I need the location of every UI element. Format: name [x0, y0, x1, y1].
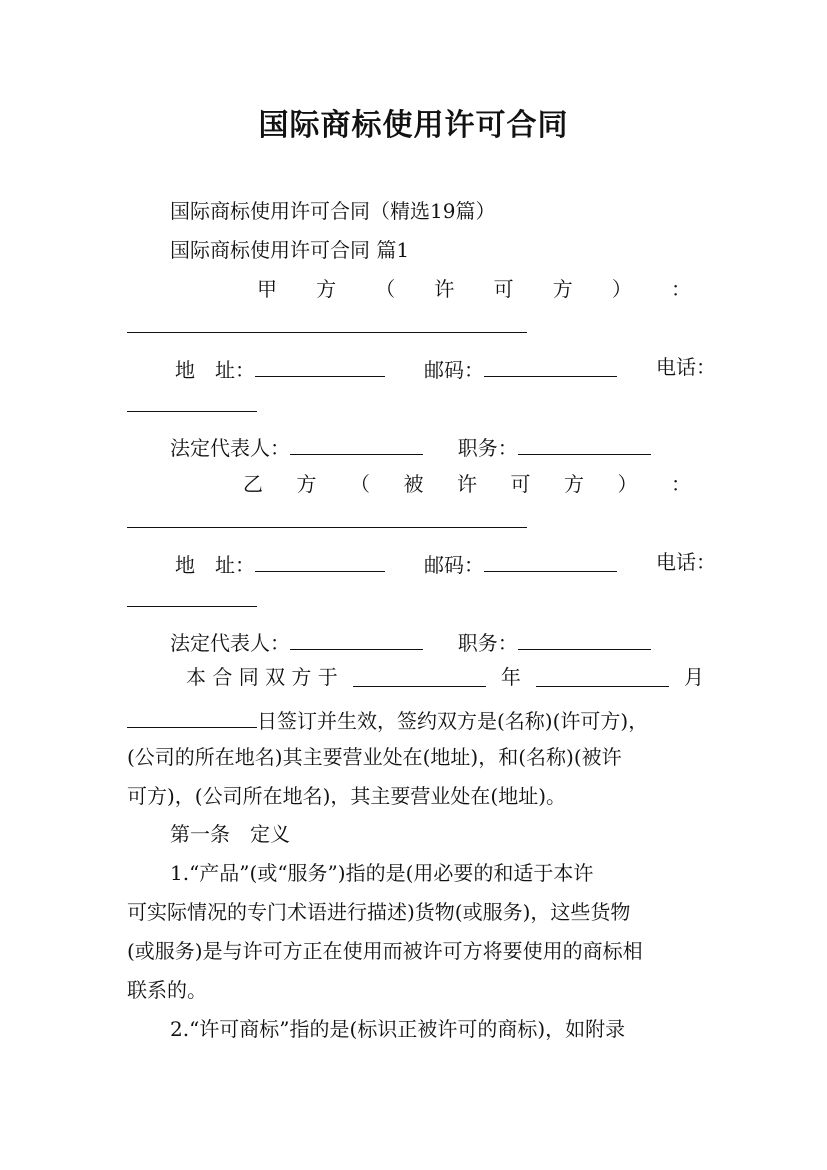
address-label: 地 址：: [175, 553, 255, 577]
party-a-name-blank: [127, 310, 705, 339]
party-a-address: [175, 354, 385, 383]
zip-label: 邮码：: [424, 553, 484, 577]
rep-label: 法定代表人：: [170, 436, 290, 460]
address-label: 地 址：: [175, 358, 255, 382]
party-a-heading: [257, 276, 691, 302]
party-b-char: 方: [296, 472, 317, 496]
article-heading: 第一条 定义: [170, 822, 290, 846]
blank-line: [518, 627, 651, 650]
blank-line: [255, 549, 385, 572]
blank-line: [127, 584, 257, 607]
party-a-zip: [424, 354, 617, 383]
party-b-rep-row: [170, 627, 748, 656]
blank-line: [127, 705, 257, 728]
party-a-char: ：: [670, 277, 691, 301]
party-a-char: ）: [611, 277, 632, 301]
year-label: 年: [500, 665, 521, 689]
party-b-char: ）: [617, 472, 638, 496]
party-a-phone: 电话：: [656, 355, 716, 379]
party-b-phone: 电话：: [656, 550, 716, 574]
paragraph-line: 2.“许可商标”指的是(标识正被许可的商标)，如附录: [170, 1017, 626, 1041]
paragraph-line: (或服务)是与许可方正在使用而被许可方将要使用的商标相: [127, 939, 643, 963]
paragraph-line: [127, 705, 705, 734]
title-label: 职务：: [457, 436, 518, 460]
party-a-rep-row: [170, 432, 748, 461]
title-label: 职务：: [457, 631, 518, 655]
blank-line: [127, 310, 527, 333]
document-subtitle: 国际商标使用许可合同（精选19篇）: [170, 199, 496, 223]
party-b-char: （: [350, 472, 370, 496]
party-b-name-blank: [127, 505, 705, 534]
party-b-char: 被: [403, 472, 424, 496]
paragraph-line: 1.“产品”(或“服务”)指的是(用必要的和适于本许: [170, 861, 594, 885]
blank-line: [255, 354, 385, 377]
blank-line: [127, 505, 527, 528]
party-b-zip: [424, 549, 617, 578]
document-title: 国际商标使用许可合同: [258, 108, 569, 143]
party-b-phone-blank: [127, 584, 705, 613]
party-b-char: 方: [564, 472, 584, 496]
party-b-char: 乙: [243, 472, 263, 496]
party-b-address: [175, 549, 385, 578]
party-a-contact-row: [175, 354, 753, 383]
party-b-char: ：: [671, 472, 691, 496]
party-a-char: 方: [552, 277, 573, 301]
party-b-heading: [243, 471, 691, 497]
blank-line: [127, 389, 257, 412]
blank-line: [484, 549, 617, 572]
party-a-char: （: [375, 277, 396, 301]
party-a-char: 甲: [257, 277, 277, 301]
party-a-phone-blank: [127, 389, 705, 418]
party-a-char: 许: [434, 277, 455, 301]
blank-line: [290, 627, 423, 650]
blank-line: [536, 664, 669, 687]
party-a-char: 方: [316, 277, 337, 301]
blank-line: [518, 432, 651, 455]
blank-line: [290, 432, 423, 455]
contract-date-row: [186, 664, 704, 690]
month-label: 月: [683, 665, 704, 689]
paragraph-line: 联系的。: [127, 978, 207, 1002]
rep-label: 法定代表人：: [170, 631, 290, 655]
party-b-char: 可: [510, 472, 531, 496]
party-a-char: 可: [493, 277, 514, 301]
paragraph-text: 日签订并生效，签约双方是(名称)(许可方)，: [257, 709, 649, 733]
blank-line: [484, 354, 617, 377]
party-b-char: 许: [457, 472, 477, 496]
paragraph-line: 可方)，(公司所在地名)，其主要营业处在(地址)。: [127, 784, 567, 808]
chapter-heading: 国际商标使用许可合同 篇1: [170, 238, 410, 262]
party-b-contact-row: [175, 549, 753, 578]
contract-date-prefix: 本 合 同 双 方 于: [186, 665, 338, 689]
paragraph-line: (公司的所在地名)其主要营业处在(地址)，和(名称)(被许: [127, 745, 622, 769]
blank-line: [353, 664, 486, 687]
paragraph-line: 可实际情况的专门术语进行描述)货物(或服务)，这些货物: [127, 900, 631, 924]
zip-label: 邮码：: [424, 358, 484, 382]
